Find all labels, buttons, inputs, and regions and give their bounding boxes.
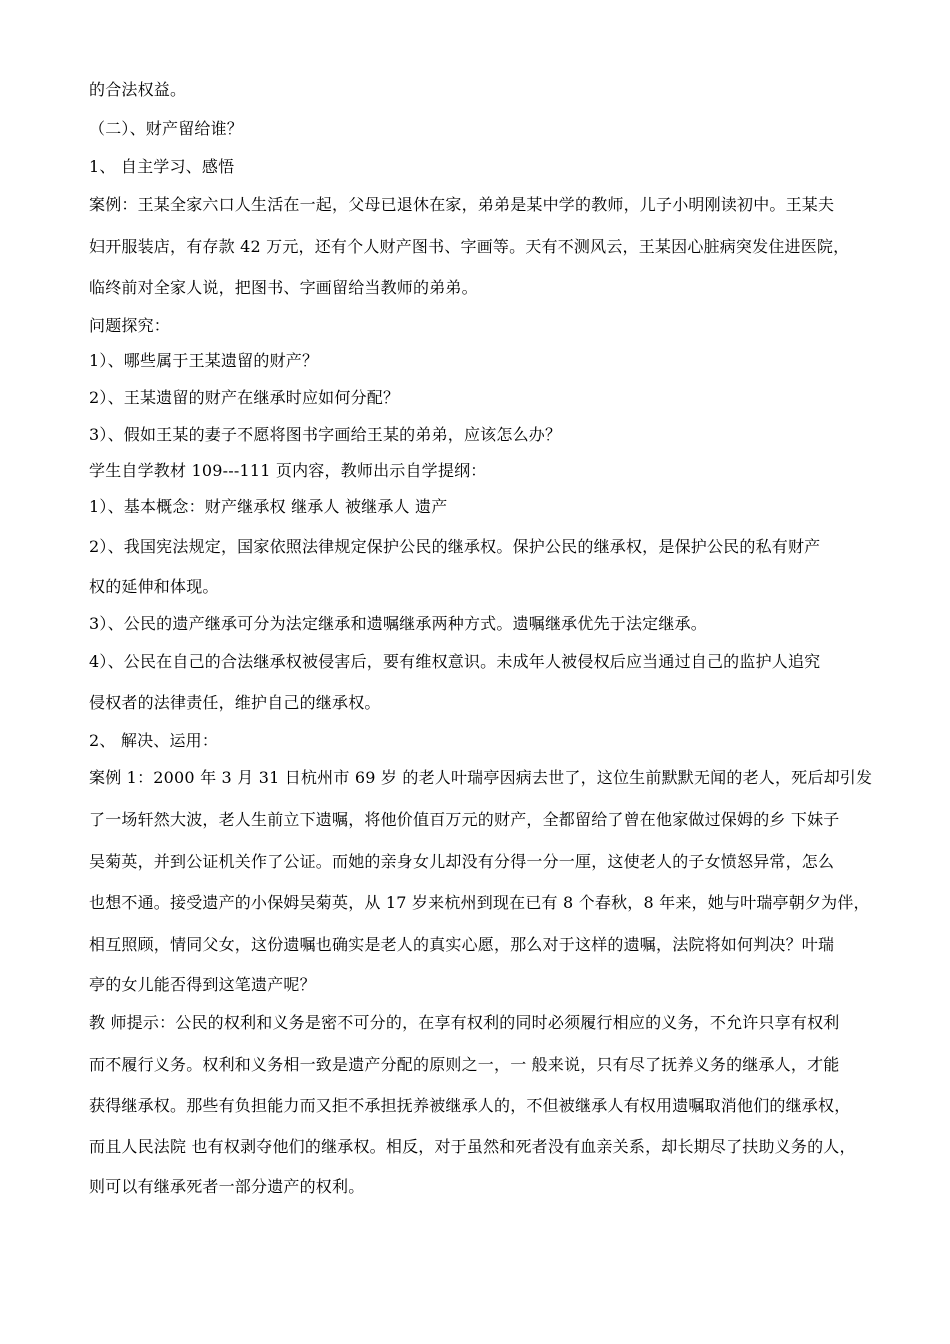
text-line: 获得继承权。那些有负担能力而又拒不承担抚养被继承人的，不但被继承人有权用遗嘱取消他们的继承权，	[89, 1096, 851, 1115]
text-line: 问题探究：	[89, 316, 171, 335]
text-line: 侵权者的法律责任，维护自己的继承权。	[89, 693, 381, 712]
text-line: 而且人民法院 也有权剥夺他们的继承权。相反，对于虽然和死者没有血亲关系，却长期尽了扶助义务的人，	[89, 1137, 856, 1156]
text-line: 案例 1：2000 年 3 月 31 日杭州市 69 岁 的老人叶瑞亭因病去世了，这位生前默默无闻的老人，死后却引发	[89, 768, 873, 787]
section-heading: （二）、财产留给谁？	[89, 119, 244, 138]
text-line: 而不履行义务。权利和义务相一致是遗产分配的原则之一，一 般来说，只有尽了抚养义务的继承人，才能	[89, 1055, 840, 1074]
list-item: 3）、公民的遗产继承可分为法定继承和遗嘱继承两种方式。遗嘱继承优先于法定继承。	[89, 614, 707, 633]
text-line: 妇开服装店，有存款 42 万元，还有个人财产图书、字画等。天有不测风云，王某因心脏病突发住进医院，	[89, 237, 850, 256]
subsection-heading: 1、 自主学习、感悟	[89, 157, 235, 176]
text-line: 相互照顾，情同父女，这份遗嘱也确实是老人的真实心愿，那么对于这样的遗嘱，法院将如何判决？叶瑞	[89, 935, 835, 954]
subsection-heading: 2、 解决、运用：	[89, 731, 219, 750]
text-line: 临终前对全家人说，把图书、字画留给当教师的弟弟。	[89, 278, 478, 297]
text-line: 案例：王某全家六口人生活在一起，父母已退休在家，弟弟是某中学的教师，儿子小明刚读初中。王某夫	[89, 195, 835, 214]
text-line: 亭的女儿能否得到这笔遗产呢？	[89, 975, 316, 994]
list-item: 3）、假如王某的妻子不愿将图书字画给王某的弟弟，应该怎么办？	[89, 425, 562, 444]
text-line: 则可以有继承死者一部分遗产的权利。	[89, 1177, 365, 1196]
text-line: 了一场轩然大波，老人生前立下遗嘱，将他价值百万元的财产，全都留给了曾在他家做过保姆的乡 下妹子	[89, 810, 840, 829]
text-line: 吴菊英，并到公证机关作了公证。而她的亲身女儿却没有分得一分一厘，这使老人的子女愤怒异常，怎么	[89, 852, 835, 871]
text-line: 也想不通。接受遗产的小保姆吴菊英，从 17 岁来杭州到现在已有 8 个春秋，8 年来，她与叶瑞亭朝夕为伴，	[89, 893, 870, 912]
text-line: 学生自学教材 109---111 页内容，教师出示自学提纲：	[89, 461, 487, 480]
text-line: 的合法权益。	[89, 80, 187, 99]
list-item: 2）、我国宪法规定，国家依照法律规定保护公民的继承权。保护公民的继承权，是保护公民的私有财产	[89, 537, 821, 556]
list-item: 2）、王某遗留的财产在继承时应如何分配？	[89, 388, 400, 407]
text-line: 权的延伸和体现。	[89, 577, 219, 596]
list-item: 1）、哪些属于王某遗留的财产？	[89, 351, 319, 370]
text-line: 教 师提示：公民的权利和义务是密不可分的，在享有权利的同时必须履行相应的义务，不允许只享有权利	[89, 1013, 840, 1032]
list-item: 4）、公民在自己的合法继承权被侵害后，要有维权意识。未成年人被侵权后应当通过自己的监护人追究	[89, 652, 821, 671]
list-item: 1）、基本概念：财产继承权 继承人 被继承人 遗产	[89, 497, 448, 516]
